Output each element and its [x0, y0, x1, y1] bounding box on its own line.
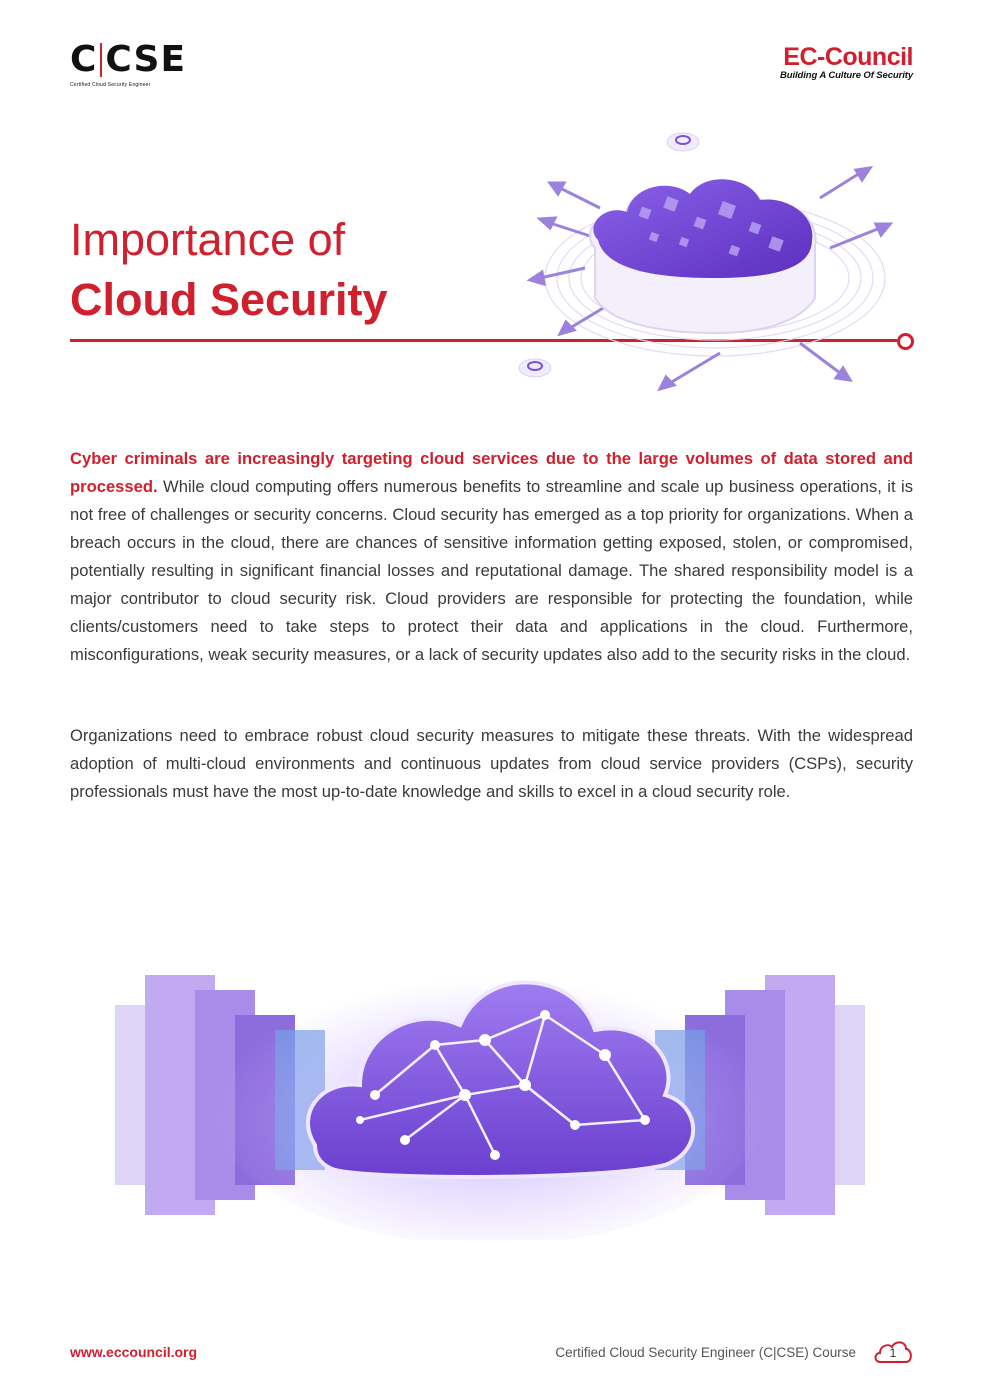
ccse-logo-right: CSE — [105, 39, 187, 80]
page-number: 1 — [889, 1346, 897, 1360]
page-title-line-2: Cloud Security — [70, 274, 388, 325]
logo-divider — [100, 43, 102, 77]
intro-body-text: While cloud computing offers numerous benefits to streamline and scale up business operations, it is not free of challenges or security concerns. Cloud security has emerged as a top priority for organizations. When a breach occurs in the cloud, there are chances of sensitive information getting exposed, stolen, or compromised, potentially resulting in significant financial losses and reputational damage. The shared responsibility model is a major contributor to cloud security risk. Cloud providers are responsible for protecting the foundation, while clients/customers need to take steps to protect their data and applications in the cloud. Furthermore, misconfigurations, weak security measures, or a lack of security updates also add to the security risks in the cloud. — [70, 476, 913, 664]
intro-paragraph — [70, 445, 913, 669]
footer-website-link[interactable]: www.eccouncil.org — [70, 1344, 198, 1360]
brand-tagline: Building A Culture Of Security — [780, 70, 913, 81]
brand-name: EC-Council — [783, 43, 913, 71]
page-title-line-1: Importance of — [70, 214, 346, 265]
ccse-logo-left: C — [70, 39, 98, 80]
second-paragraph: Organizations need to embrace robust cloud security measures to mitigate these threats. With the widespread adoption of multi-cloud environments and continuous updates from cloud service providers (CSPs), security professionals must have the most up-to-date knowledge and skills to excel in a cloud security role. — [70, 725, 913, 801]
network-cloud-illustration — [105, 945, 875, 1240]
footer-course-name: Certified Cloud Security Engineer (C|CSE) Course — [555, 1345, 856, 1360]
ccse-logo-subtitle: Certified Cloud Security Engineer — [70, 82, 151, 88]
ccse-logo — [70, 39, 187, 92]
intro-lead-sentence: Cyber criminals are increasingly targeting cloud services due to the large volumes of data stored and processed. — [70, 448, 913, 496]
ec-council-logo — [780, 44, 913, 81]
cloud-security-illustration — [500, 128, 900, 400]
